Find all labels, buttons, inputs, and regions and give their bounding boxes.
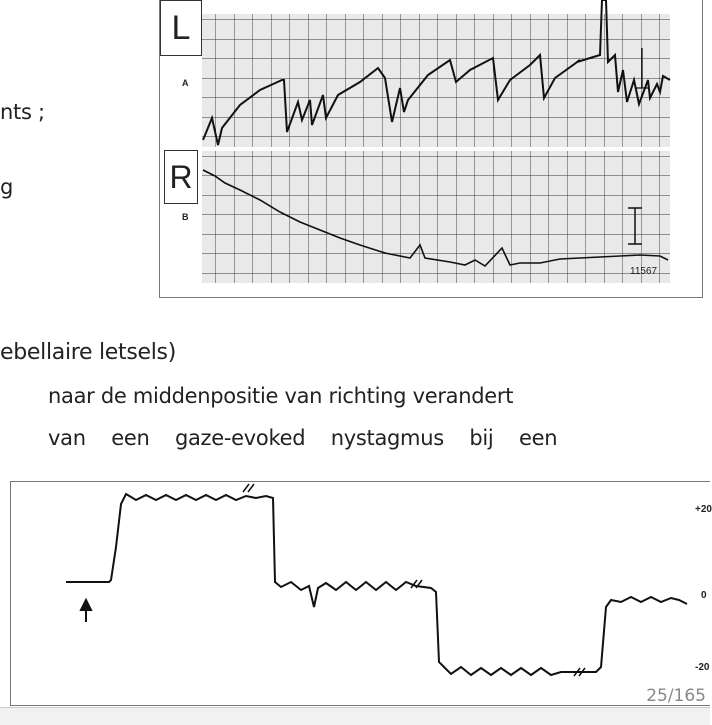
text-line-5: van een gaze-evoked nystagmus bij een (48, 426, 558, 450)
time-break-marks (243, 484, 585, 676)
page-indicator: 25/165 (646, 686, 706, 706)
text-line-1: nts ; (0, 100, 45, 124)
stimulus-arrow-icon (81, 600, 91, 622)
figure-number: 11567 (630, 266, 658, 277)
text-line-4: naar de middenpositie van richting verandert (48, 384, 514, 408)
panel-r-label: R (164, 150, 198, 204)
text-line-3: ebellaire letsels) (0, 340, 176, 365)
text-line-2: g (0, 175, 14, 199)
gaze-trace (66, 494, 687, 675)
scale-minus-label: -20 (695, 662, 710, 673)
gaze-trace-plot (11, 482, 711, 707)
gaze-evoked-nystagmus-figure (10, 481, 710, 706)
panel-l-label: L (160, 0, 202, 56)
recording-grid (160, 0, 704, 298)
trace-a-label: A (182, 78, 189, 88)
bottom-toolbar (0, 707, 710, 725)
nystagmus-recording-figure (159, 0, 703, 298)
trace-b-label: B (182, 212, 189, 222)
scale-plus-label: +20 (695, 504, 712, 515)
grid-b (202, 151, 670, 283)
scale-zero-label: 0 (701, 590, 707, 601)
